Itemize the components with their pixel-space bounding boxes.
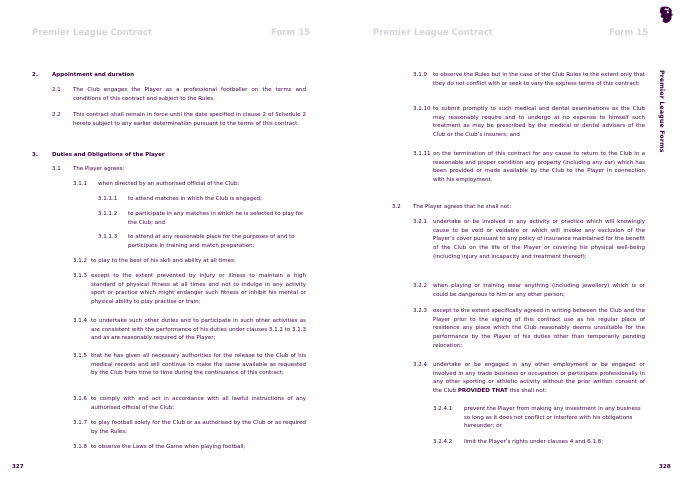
clause-3-2-3-number: 3.2.3	[413, 308, 427, 314]
clause-3-2-4-text-b: this shall not:	[507, 388, 547, 395]
clause-3-1-8-text: to observe the Laws of the Game when playing football;	[91, 444, 246, 450]
clause-3-2-4-2-text: limit the Player’s rights under clauses 4 and 6.1.8;	[464, 439, 603, 445]
clause-3-1-5-text: that he has given all necessary authorities for the release to the Club of his medical records and will continue to make the same available as requested by the Club from time to time during the continuance of this contract;	[91, 353, 306, 377]
clause-3-2-text: The Player agrees that he shall not:	[413, 204, 512, 210]
clause-3-1-10-number: 3.1.10	[413, 106, 431, 112]
clause-3-1-11-number: 3.1.11	[413, 151, 431, 157]
clause-3-1-1-1-number: 3.1.1.1	[98, 196, 118, 202]
clause-3-1-9-text: to observe the Rules but in the case of the Club Rules to the extent only that they do not conflict with or seek to vary the express terms of this contract;	[433, 72, 645, 87]
clause-3-1-3-text: except to the extent prevented by injury or illness to maintain a high standard of physical fitness at all times and not to indulge in any activity sport or practice which might endanger such fitness or inhibit his mental or physical ability to play practise or train;	[91, 273, 306, 306]
clause-3-1-1-3-text: to attend at any reasonable place for the purposes of and to participate in training and match preparation;	[128, 234, 295, 249]
side-label: Premier League Forms	[658, 70, 665, 153]
clause-3-1-5-number: 3.1.5	[73, 353, 87, 359]
clause-3-1-8-number: 3.1.8	[73, 444, 87, 450]
header-title-right: Premier League Contract	[373, 28, 493, 38]
clause-3-1-4-text: to undertake such other duties and to participate in such other activities as are consistent with the performance of his duties under clauses 3.1.1 to 3.1.3 and as are reasonably required of the Player;	[91, 318, 306, 342]
clause-3-1-1-number: 3.1.1	[73, 181, 87, 187]
clause-2-2-text: This contract shall remain in force until the date specified in clause 2 of Schedule 2 hereto subject to any earlier determination pursuant to the terms of this contract.	[73, 112, 306, 127]
right-page	[340, 0, 680, 483]
clause-3-2-4-1-text: prevent the Player from making any investment in any business so long as it does not conflict or interfere with his obligations hereunder; or	[464, 406, 641, 430]
clause-3-1-text: The Player agrees:	[73, 166, 125, 172]
clause-3-2-1-number: 3.2.1	[413, 219, 427, 225]
clause-3-2-4-2-number: 3.2.4.2	[433, 439, 453, 445]
header-title-left: Premier League Contract	[32, 28, 152, 38]
premier-league-lion-icon	[657, 6, 675, 24]
header-form-right: Form 15	[609, 28, 649, 38]
clause-3-2-4-text-a: undertake or be engaged in any other employment or be engaged or involved in any trade business or occupation or participate professionally in any other sporting or athletic activity without the prior written consent of the Club	[433, 362, 645, 395]
clause-3-1-4-number: 3.1.4	[73, 318, 87, 324]
clause-3-1-9-number: 3.1.9	[413, 72, 427, 78]
clause-3-1-7-text: to play football solely for the Club or as authorised by the Club or as required by the Rules;	[91, 420, 306, 435]
page-number-left: 327	[12, 464, 24, 470]
clause-3-2-3-text: except to the extent specifically agreed in writing between the Club and the Player prior to the signing of this contract use as his regular place of residence any place which the Club reasonably deems unsuitable for the performance by the Player of his duties other than temporarily pending relocation;	[433, 308, 645, 349]
clause-3-1-7-number: 3.1.7	[73, 420, 87, 426]
clause-3-1-6-text: to comply with and act in accordance with all lawful instructions of any authorised official of the Club;	[91, 396, 306, 411]
clause-3-2-1-text: undertake or be involved in any activity or practice which will knowingly cause to be void or voidable or which will invoke any exclusion of the Player’s cover pursuant to any policy of insurance maintained for the benefit of the Club on the life of the Player or covering his physical well-being (including injury and incapacity and treatment thereof);	[433, 219, 645, 260]
clause-3-1-1-1-text: to attend matches in which the Club is engaged;	[128, 196, 262, 202]
clause-3-1-3-number: 3.1.3	[73, 273, 87, 279]
provided-that-emphasis: PROVIDED THAT	[457, 388, 508, 395]
clause-2-1-number: 2.1	[52, 87, 61, 93]
clause-3-2-4-number: 3.2.4	[413, 362, 427, 368]
section-3-title: Duties and Obligations of the Player	[52, 152, 165, 158]
clause-2-1-text: The Club engages the Player as a professional footballer on the terms and conditions of this contract and subject to the Rules.	[73, 87, 306, 102]
clause-3-2-2-number: 3.2.2	[413, 283, 427, 289]
clause-3-1-2-text: to play to the best of his skill and ability at all times;	[91, 258, 236, 264]
clause-3-1-10-text: to submit promptly to such medical and dental examinations as the Club may reasonably require and to undergo at no expense to himself such treatment as may be prescribed by the medical or dental advisers of the Club or the Club’s insurers; and	[433, 106, 645, 139]
clause-3-1-1-3-number: 3.1.1.3	[98, 234, 118, 240]
clause-3-1-2-number: 3.1.2	[73, 258, 87, 264]
clause-3-1-1-2-number: 3.1.1.2	[98, 211, 118, 217]
section-2-title: Appointment and duration	[52, 72, 135, 78]
clause-2-2-number: 2.2	[52, 112, 61, 118]
clause-3-1-number: 3.1	[52, 166, 61, 172]
header-form-left: Form 15	[271, 28, 311, 38]
clause-3-2-number: 3.2	[392, 204, 401, 210]
section-3-number: 3.	[32, 152, 38, 158]
clause-3-1-1-text: when directed by an authorised official of the Club:	[98, 181, 240, 187]
clause-3-1-6-number: 3.1.6	[73, 396, 87, 402]
section-2-number: 2.	[32, 72, 38, 78]
clause-3-1-1-2-text: to participate in any matches in which he is selected to play for the Club; and	[128, 211, 304, 226]
clause-3-1-11-text: on the termination of this contract for any cause to return to the Club in a reasonable and proper condition any property (including any car) which has been provided or made available by the Club to the Player in connection with his employment.	[433, 151, 645, 184]
clause-3-2-4-1-number: 3.2.4.1	[433, 406, 453, 412]
clause-3-2-2-text: when playing or training wear anything (including jewellery) which is or could be dangerous to him or any other person;	[433, 283, 645, 298]
clause-3-2-4-text	[433, 361, 645, 396]
page-number-right: 328	[659, 464, 671, 470]
